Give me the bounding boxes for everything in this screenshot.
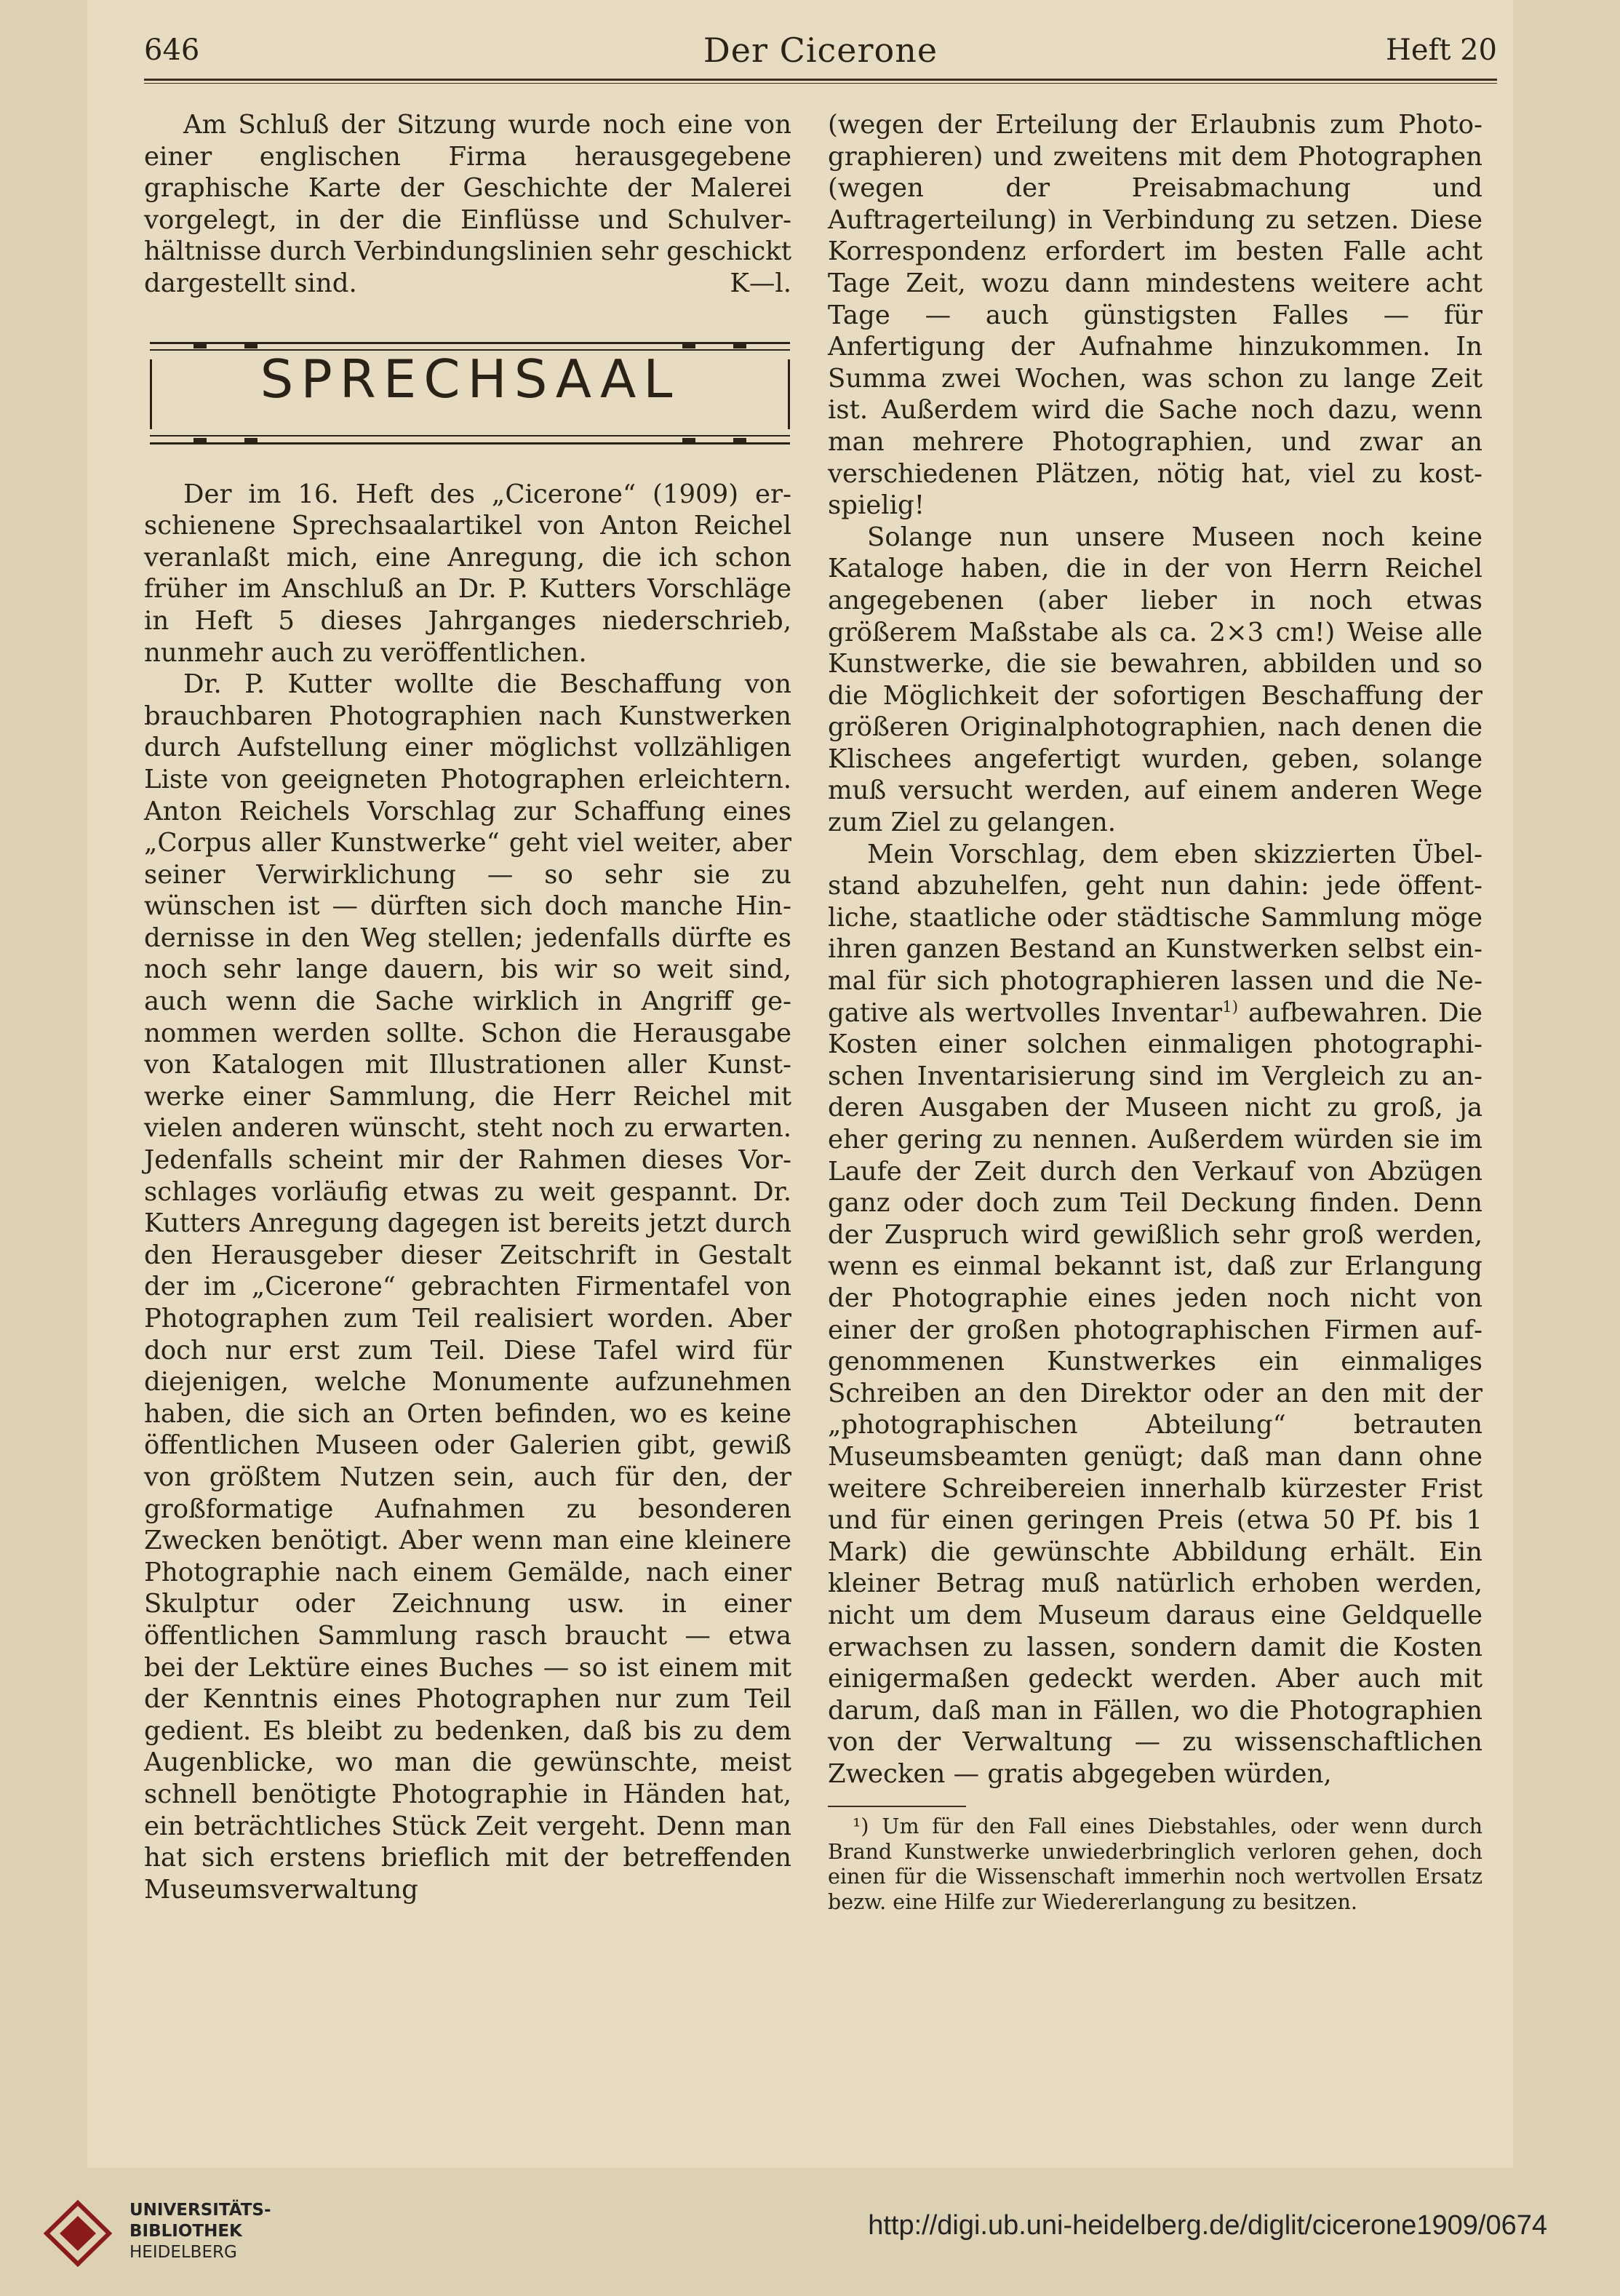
- library-footer: [0, 2168, 1620, 2296]
- header-rule: [144, 79, 1497, 84]
- footnote-rule: [828, 1806, 966, 1807]
- issue-label: Heft 20: [1385, 33, 1497, 67]
- signature: K—l.: [730, 268, 791, 298]
- ornament-rule-bottom-inner: [150, 435, 790, 437]
- page-number: 646: [144, 33, 200, 67]
- ornament-mark: [733, 343, 746, 348]
- running-header: [144, 29, 1497, 73]
- footnote: ¹) Um für den Fall eines Diebstahles, oder wenn durch Brand Kunstwerke unwiederbringlich verloren gehen, doch einen für die Wissenschaft immerhin noch wertvollen Ersatz bezw. eine Hilfe zur Wiedererlangung zu besitzen.: [828, 1814, 1483, 1914]
- paragraph-3: Solange nun unsere Museen noch keine Kataloge haben, die in der von Herrn Reichel angegebenen (aber lieber in noch etwas größerem Maßstabe als ca. 2×3 cm!) Weise alle Kunstwerke, die sie bewahren, abbilden und so die Möglichkeit der sofortigen Beschaffung der größeren Originalphotographien, nach denen die Klischees angefertigt wurden, geben, solange muß versucht werden, auf einem anderen Wege zum Ziel zu gelangen.: [828, 522, 1483, 838]
- footnote-marker: 1): [1222, 997, 1238, 1016]
- source-url[interactable]: http://digi.ub.uni-heidelberg.de/diglit/cicerone1909/0674: [868, 2210, 1547, 2241]
- left-column: [144, 109, 791, 1905]
- paragraph-1: Der im 16. Heft des „Cicerone“ (1909) erschienene Sprechsaalartikel von Anton Reichel veranlaßt mich, eine Anregung, die ich schon früher im Anschluß an Dr. P. Kutters Vorschläge in Heft 5 dieses Jahrganges niederschrieb, nunmehr auch zu veröffentlichen.: [144, 479, 791, 668]
- paragraph-4: Mein Vorschlag, dem eben skizzierten Übelstand abzuhelfen, geht nun dahin: jede öffentliche, staatliche oder städtische Sammlung möge ihren ganzen Bestand an Kunstwerken selbst einmal für sich photographieren lassen und die Negative als wertvolles Inventar$^{1)}$ aufbewahren. Die Kosten einer solchen einmaligen photographischen Inventarisierung sind im Vergleich zu anderen Ausgaben der Museen nicht zu groß, ja eher gering zu nennen. Außerdem würden sie im Laufe der Zeit durch den Verkauf von Abzügen ganz oder doch zum Teil Deckung finden. Denn der Zuspruch wird gewißlich sehr groß werden, wenn es einmal bekannt ist, daß zur Erlangung der Photographie eines jeden noch nicht von einer der großen photographischen Firmen aufgenommenen Kunstwerkes ein einmaliges Schreiben an den Direktor oder an den mit der „photographischen Abteilung“ betrauten Museumsbeamten genügt; daß man dann ohne weitere Schreibereien innerhalb kürzester Frist und für einen geringen Preis (etwa 50 Pf. bis 1 Mark) die gewünschte Abbildung erhält. Ein kleiner Betrag muß natürlich erhoben werden, nicht um dem Museum daraus eine Geldquelle erwachsen zu lassen, sondern damit die Kosten einigermaßen gedeckt werden. Aber auch mit darum, daß man in Fällen, wo die Photographien von der Verwaltung — zu wissenschaftlichen Zwecken — gratis abgegeben würden,: [828, 839, 1483, 1789]
- ornament-mark: [244, 438, 258, 444]
- section-heading-frame: [150, 342, 790, 450]
- continuation-paragraph: (wegen der Erteilung der Erlaubnis zum Photographieren) und zweitens mit dem Photographen (wegen der Preisabmachung und Auftragerteilung) in Verbindung zu setzen. Diese Korrespondenz erfordert im besten Falle acht Tage Zeit, wozu dann mindestens weitere acht Tage — auch günstigsten Falles — für Anfertigung der Aufnahme hinzukommen. In Summa zwei Wochen, was schon zu lange Zeit ist. Außerdem wird die Sache noch dazu, wenn man mehrere Photographien, und zwar an verschiedenen Plätzen, nötig hat, viel zu kostspielig!: [828, 110, 1483, 521]
- ornament-mark: [682, 343, 695, 348]
- university-library-logo-icon: [38, 2197, 118, 2270]
- ornament-mark: [733, 438, 746, 444]
- intro-paragraph: Am Schluß der Sitzung wurde noch eine von einer englischen Firma herausgegebene graphische Karte der Geschichte der Malerei vorgelegt, in der die Einflüsse und Schulverhältnisse durch Verbindungslinien sehr geschickt dargestellt sind. K—l.: [144, 110, 792, 298]
- ornament-mark: [193, 438, 207, 444]
- paragraph-2: Dr. P. Kutter wollte die Beschaffung von brauchbaren Photographien nach Kunstwerken durch Aufstellung einer möglichst vollzähligen Liste von geeigneten Photographen erleichtern. Anton Reichels Vorschlag zur Schaffung eines „Corpus aller Kunstwerke“ geht viel weiter, aber seiner Verwirklichung — so sehr sie zu wünschen ist — dürften sich doch manche Hindernisse in den Weg stellen; jedenfalls dürfte es noch sehr lange dauern, bis wir so weit sind, auch wenn die Sache wirklich in Angriff genommen werden sollte. Schon die Herausgabe von Katalogen mit Illustrationen aller Kunstwerke einer Sammlung, die Herr Reichel mit vielen anderen wünscht, steht noch zu erwarten. Jedenfalls scheint mir der Rahmen dieses Vorschlages vorläufig etwas zu weit gespannt. Dr. Kutters Anregung dagegen ist bereits jetzt durch den Herausgeber dieser Zeitschrift in Gestalt der im „Cicerone“ gebrachten Firmentafel von Photographen zum Teil realisiert worden. Aber doch nur erst zum Teil. Diese Tafel wird für diejenigen, welche Monumente aufzunehmen haben, die sich an Orten befinden, wo es keine öffentlichen Museen oder Galerien gibt, gewiß von größtem Nutzen sein, auch für den, der großformatige Aufnahmen zu besonderen Zwecken benötigt. Aber wenn man eine kleinere Photographie nach einem Gemälde, nach einer Skulptur oder Zeichnung usw. in einer öffentlichen Sammlung rasch braucht — etwa bei der Lektüre eines Buches — so ist einem mit der Kenntnis eines Photographen nur zum Teil gedient. Es bleibt zu bedenken, daß bis zu dem Augenblicke, wo man die gewünschte, meist schnell benötigte Photographie in Händen hat, ein beträchtliches Stück Zeit vergeht. Denn man hat sich erstens brieflich mit der betreffenden Museumsverwaltung: [144, 669, 791, 1905]
- library-name: UNIVERSITÄTS- BIBLIOTHEK HEIDELBERG: [129, 2201, 271, 2262]
- ornament-mark: [193, 343, 207, 348]
- scanned-page: [87, 0, 1513, 2168]
- right-column: [828, 109, 1483, 1915]
- section-heading: SPRECHSAAL: [260, 348, 680, 410]
- ornament-mark: [244, 343, 258, 348]
- ornament-mark: [682, 438, 695, 444]
- journal-title: Der Cicerone: [703, 31, 938, 70]
